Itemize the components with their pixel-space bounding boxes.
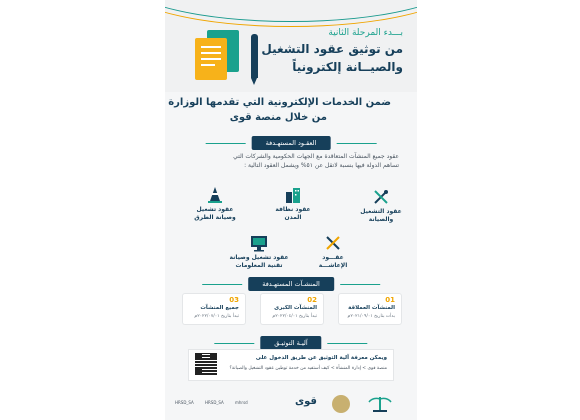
road-cone-icon	[206, 186, 224, 204]
qr-code-icon[interactable]	[195, 353, 217, 375]
qiwa-logo: قوى	[295, 396, 317, 407]
section-heading-mechanism: آليـة التوثيـق	[260, 336, 321, 350]
infographic-poster	[165, 0, 417, 420]
ministry-seal-icon	[332, 395, 350, 413]
page-title-line2: والصيــانة إلكترونياً	[292, 60, 403, 74]
intro-text: ضمن الخدمات الإلكترونية التي تقدمها الوزارة	[168, 97, 391, 108]
contract-item: عقود نظافة المدن	[263, 186, 323, 222]
contract-item: عقـــود الإعاشـــة	[303, 234, 363, 270]
section-heading-establishments: المنشـآت المستهـدفة	[248, 277, 334, 291]
social-handle[interactable]: HRSD_SA	[205, 400, 224, 405]
utensils-icon	[324, 234, 342, 252]
intro-text-line2: من خلال منصة قوى	[229, 112, 327, 123]
mechanism-path-text: منصة قوى > إدارة المنشأة > كيف أستفيد من خدمة توطين عقود التشغيل والصيانة؟	[229, 366, 387, 371]
decorative-line	[165, 0, 417, 27]
social-handle[interactable]: mhrsd	[235, 400, 248, 405]
footer	[165, 392, 417, 420]
establishment-card: 02 المنشآت الكبرى تبدأ بتاريخ ٢٠٢٢/٠٤/٠١م	[261, 294, 323, 324]
establishment-card: 01 المنشآت العملاقة بدأت بتاريخ ٢٠٢١/٠٩/٠١م	[339, 294, 401, 324]
buildings-icon	[284, 186, 302, 204]
page-title: من توثيق عقود التشغيل	[261, 42, 403, 56]
documents-icon	[195, 30, 245, 82]
establishment-card: 03 جميع المنشآت تبدأ بتاريخ ٢٠٢٢/٠٧/٠١م	[183, 294, 245, 324]
ministry-logo-icon	[363, 395, 397, 413]
pen-icon	[251, 34, 258, 78]
contracts-description: عقود جميع المنشآت المتعاقدة مع الجهات الحكومية والشركات التي	[233, 153, 399, 160]
mechanism-text: ويمكن معرفة آلية التوثيق عن طريق الدخول على	[255, 355, 387, 361]
mechanism-box	[189, 350, 393, 380]
social-handle[interactable]: HRSD_SA	[175, 400, 194, 405]
phase-label: بـــدء المرحلة الثانية	[328, 28, 403, 38]
contract-item: عقود تشغيل وصيانة الطرق	[185, 186, 245, 222]
contract-item: عقود تشغيل وصيانة تقنية المعلومات	[221, 234, 297, 270]
section-heading-contracts: العقـود المستهـدفة	[252, 136, 331, 150]
contract-item: عقود التشغيل والصيانة	[351, 188, 411, 224]
contracts-description-line2: تساهم الدولة فيها بنسبة لاتقل عن ٥١% ويشمل العقود التالية :	[244, 162, 399, 169]
monitor-icon	[250, 234, 268, 252]
tools-icon	[372, 188, 390, 206]
header-banner	[165, 0, 417, 92]
